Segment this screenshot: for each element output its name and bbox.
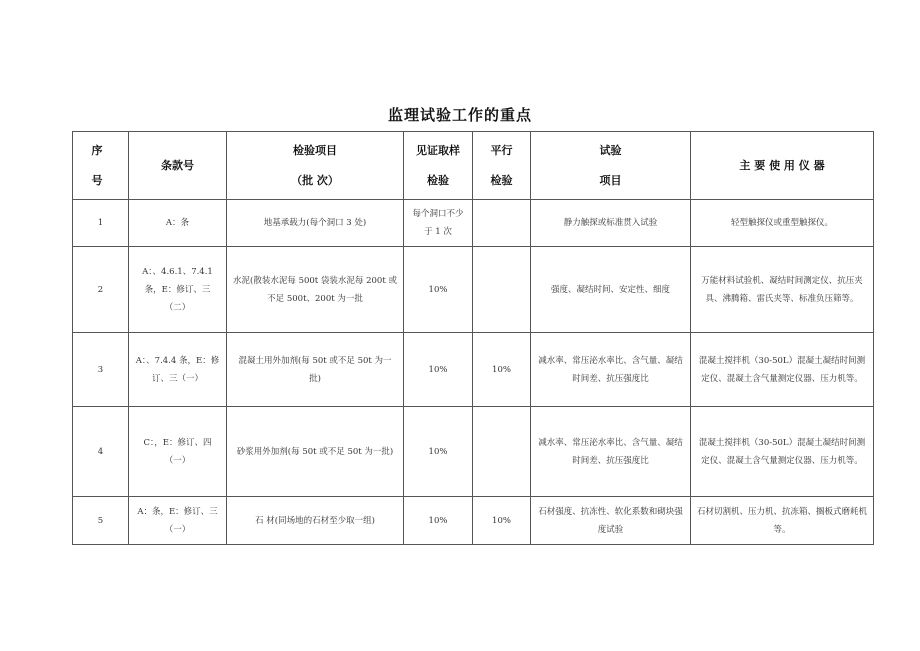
table-row: [73, 333, 874, 407]
cell-item: 砂浆用外加剂(每 50t 或不足 50t 为一批): [227, 407, 404, 497]
cell-equipment: 万能材料试验机、凝结时间测定仪、抗压夹具、沸腾箱、雷氏夹等、标准负压筛等。: [691, 247, 874, 333]
cell-clause: C：，E：修订、四（一）: [129, 407, 227, 497]
header-parallel-line2: 检验: [490, 173, 513, 187]
cell-witness: 10%: [404, 497, 473, 545]
cell-parallel: [473, 407, 531, 497]
cell-seq: 3: [73, 333, 129, 407]
cell-parallel: [473, 200, 531, 247]
cell-test: 减水率、常压泌水率比、含气量、凝结时间差、抗压强度比: [531, 333, 691, 407]
table-row: [73, 247, 874, 333]
cell-test: 强度、凝结时间、安定性、细度: [531, 247, 691, 333]
cell-parallel: [473, 247, 531, 333]
header-item-line1: 检验项目: [293, 143, 337, 157]
cell-equipment: 石材切割机、压力机、抗冻箱、搁板式磨耗机等。: [691, 497, 874, 545]
header-clause: 条款号: [129, 132, 227, 200]
header-test-line1: 试验: [599, 143, 622, 157]
header-test-line2: 项目: [599, 173, 622, 187]
table-row: [73, 497, 874, 545]
header-equipment: 主 要 使 用 仪 器: [691, 132, 874, 200]
cell-seq: 4: [73, 407, 129, 497]
supervision-test-table: [72, 131, 874, 545]
cell-item: 地基承载力(每个洞口 3 处): [227, 200, 404, 247]
cell-test: 石材强度、抗冻性、软化系数和砌块强度试验: [531, 497, 691, 545]
table-row: [73, 407, 874, 497]
cell-seq: 5: [73, 497, 129, 545]
header-item-line2: （批 次）: [291, 173, 339, 187]
cell-witness: 每个洞口不少于 1 次: [404, 200, 473, 247]
cell-item: 水泥(散装水泥每 500t 袋装水泥每 200t 或不足 500t、200t 为一批: [227, 247, 404, 333]
cell-parallel: 10%: [473, 497, 531, 545]
header-parallel-line1: 平行: [490, 143, 513, 157]
cell-equipment: 轻型触探仪或重型触探仪。: [691, 200, 874, 247]
table-header-row: [73, 132, 874, 200]
cell-item: 混凝土用外加剂(每 50t 或不足 50t 为一批): [227, 333, 404, 407]
cell-item: 石 材(同场地的石材至少取一组): [227, 497, 404, 545]
cell-clause: A：条，E：修订、三（一）: [129, 497, 227, 545]
header-test: [531, 132, 691, 200]
cell-clause: A：条: [129, 200, 227, 247]
document-title: 监理试验工作的重点: [387, 106, 532, 124]
header-item: [227, 132, 404, 200]
cell-equipment: 混凝土搅拌机（30-50L）混凝土凝结时间测定仪、混凝土含气量测定仪器、压力机等。: [691, 407, 874, 497]
header-witness-line2: 检验: [427, 173, 449, 187]
cell-parallel: 10%: [473, 333, 531, 407]
cell-test: 减水率、常压泌水率比、含气量、凝结时间差、抗压强度比: [531, 407, 691, 497]
header-parallel: [473, 132, 531, 200]
cell-test: 静力触探或标准贯入试验: [531, 200, 691, 247]
cell-witness: 10%: [404, 247, 473, 333]
header-seq: 序 号: [73, 132, 129, 200]
cell-clause: A：、7.4.4 条，E：修订、三（一）: [129, 333, 227, 407]
cell-witness: 10%: [404, 407, 473, 497]
header-witness: [404, 132, 473, 200]
cell-seq: 1: [73, 200, 129, 247]
cell-equipment: 混凝土搅拌机（30-50L）混凝土凝结时间测定仪、混凝土含气量测定仪器、压力机等。: [691, 333, 874, 407]
table-row: [73, 200, 874, 247]
header-witness-line1: 见证取样: [416, 143, 460, 157]
cell-clause: A：、4.6.1、7.4.1 条，E：修订、三（二）: [129, 247, 227, 333]
cell-seq: 2: [73, 247, 129, 333]
cell-witness: 10%: [404, 333, 473, 407]
